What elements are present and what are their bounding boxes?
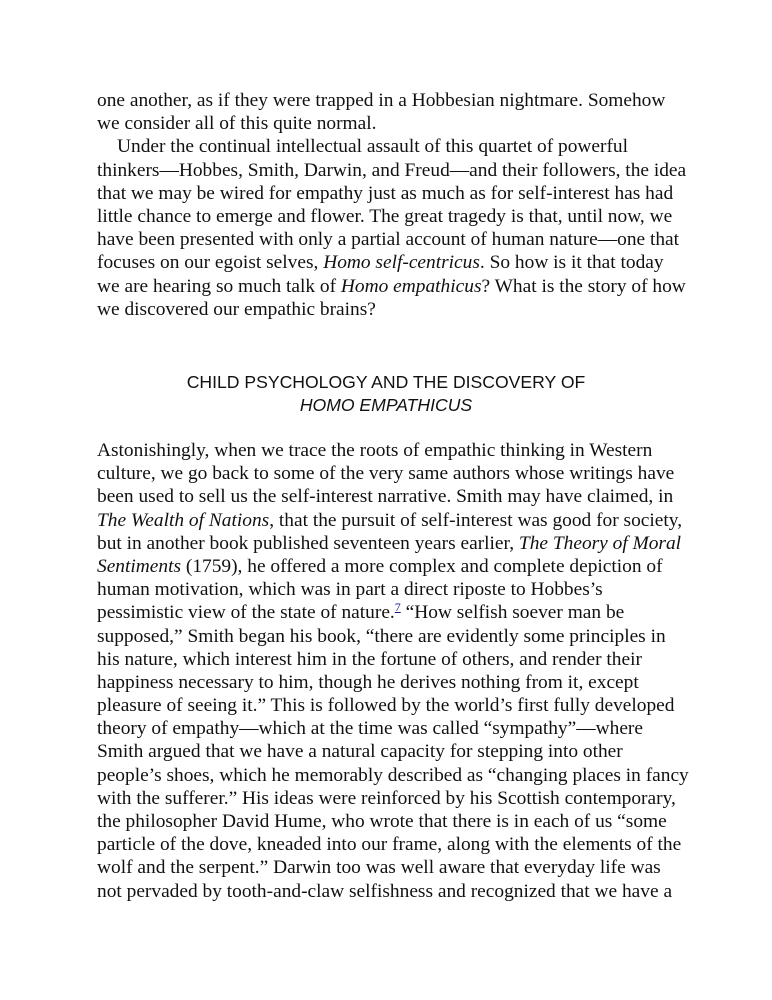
text-line bbox=[97, 251, 697, 274]
text-run: pessimistic view of the state of nature. bbox=[97, 602, 395, 624]
page-body bbox=[97, 89, 697, 321]
text-run: but in another book published seventeen years earlier, bbox=[97, 532, 519, 554]
text-line: we discovered our empathic brains? bbox=[97, 298, 376, 320]
book-title: The Wealth of Nations bbox=[97, 509, 270, 531]
text-line bbox=[97, 601, 697, 624]
text-run: , that the pursuit of self-interest was good for society, bbox=[269, 509, 683, 531]
section-heading-line: CHILD PSYCHOLOGY AND THE DISCOVERY OF bbox=[186, 372, 586, 392]
text-line: we consider all of this quite normal. bbox=[97, 113, 377, 135]
italic-term: HOMO EMPATHICUS bbox=[299, 395, 473, 415]
text-line: not pervaded by tooth-and-claw selfishness and recognized that we have a bbox=[97, 880, 673, 902]
book-title: Sentiments bbox=[97, 555, 182, 577]
text-line: theory of empathy—which at the time was called “sympathy”—where bbox=[97, 718, 643, 740]
text-line: Smith argued that we have a natural capacity for stepping into other bbox=[97, 741, 623, 763]
text-line: wolf and the serpent.” Darwin too was well aware that everyday life was bbox=[97, 857, 661, 879]
text-line: pleasure of seeing it.” This is followed by the world’s first fully developed bbox=[97, 695, 675, 717]
text-run: focuses on our egoist selves, bbox=[97, 252, 324, 274]
text-line: with the sufferer.” His ideas were reinforced by his Scottish contemporary, bbox=[97, 787, 676, 809]
paragraph-2 bbox=[97, 135, 697, 321]
text-line: thinkers—Hobbes, Smith, Darwin, and Freud—and their followers, the idea bbox=[97, 159, 687, 181]
text-line: been used to sell us the self-interest narrative. Smith may have claimed, in bbox=[97, 486, 674, 508]
text-line: supposed,” Smith began his book, “there are evidently some principles in bbox=[97, 625, 666, 647]
text-line: Under the continual intellectual assault of this quartet of powerful bbox=[117, 136, 629, 158]
text-line: people’s shoes, which he memorably described as “changing places in fancy bbox=[97, 764, 689, 786]
book-title: The Theory of Moral bbox=[518, 532, 682, 554]
text-line bbox=[97, 555, 697, 578]
text-line bbox=[97, 509, 697, 532]
text-run: ? What is the story of how bbox=[481, 275, 686, 297]
text-line: have been presented with only a partial account of human nature—one that bbox=[97, 229, 680, 251]
text-line: Astonishingly, when we trace the roots of empathic thinking in Western bbox=[97, 440, 653, 461]
text-line: little chance to emerge and flower. The great tragedy is that, until now, we bbox=[97, 205, 673, 227]
section-heading-line bbox=[0, 394, 772, 417]
text-run: (1759), he offered a more complex and complete depiction of bbox=[181, 555, 663, 577]
paragraph-1 bbox=[97, 89, 697, 135]
text-run: we are hearing so much talk of bbox=[97, 275, 341, 297]
footnote-link[interactable]: 7 bbox=[394, 600, 401, 615]
paragraph-3 bbox=[97, 439, 697, 903]
text-line: his nature, which interest him in the fortune of others, and render their bbox=[97, 648, 642, 670]
text-run: “How selfish soever man be bbox=[400, 602, 625, 624]
italic-term: Homo empathicus bbox=[340, 275, 482, 297]
text-line: human motivation, which was in part a direct riposte to Hobbes’s bbox=[97, 579, 603, 601]
page-body-continued bbox=[97, 439, 697, 903]
text-line: that we may be wired for empathy just as much as for self-interest has had bbox=[97, 182, 674, 204]
text-line bbox=[97, 275, 697, 298]
text-line: culture, we go back to some of the very same authors whose writings have bbox=[97, 463, 675, 485]
text-line: the philosopher David Hume, who wrote that there is in each of us “some bbox=[97, 811, 667, 832]
text-line: particle of the dove, kneaded into our frame, along with the elements of the bbox=[97, 834, 682, 856]
italic-term: Homo self-centricus bbox=[323, 252, 480, 274]
text-line: happiness necessary to him, though he derives nothing from it, except bbox=[97, 671, 639, 693]
text-line: one another, as if they were trapped in a Hobbesian nightmare. Somehow bbox=[97, 90, 666, 111]
text-run: . So how is it that today bbox=[479, 252, 664, 274]
section-heading bbox=[0, 371, 772, 417]
text-line bbox=[97, 532, 697, 555]
